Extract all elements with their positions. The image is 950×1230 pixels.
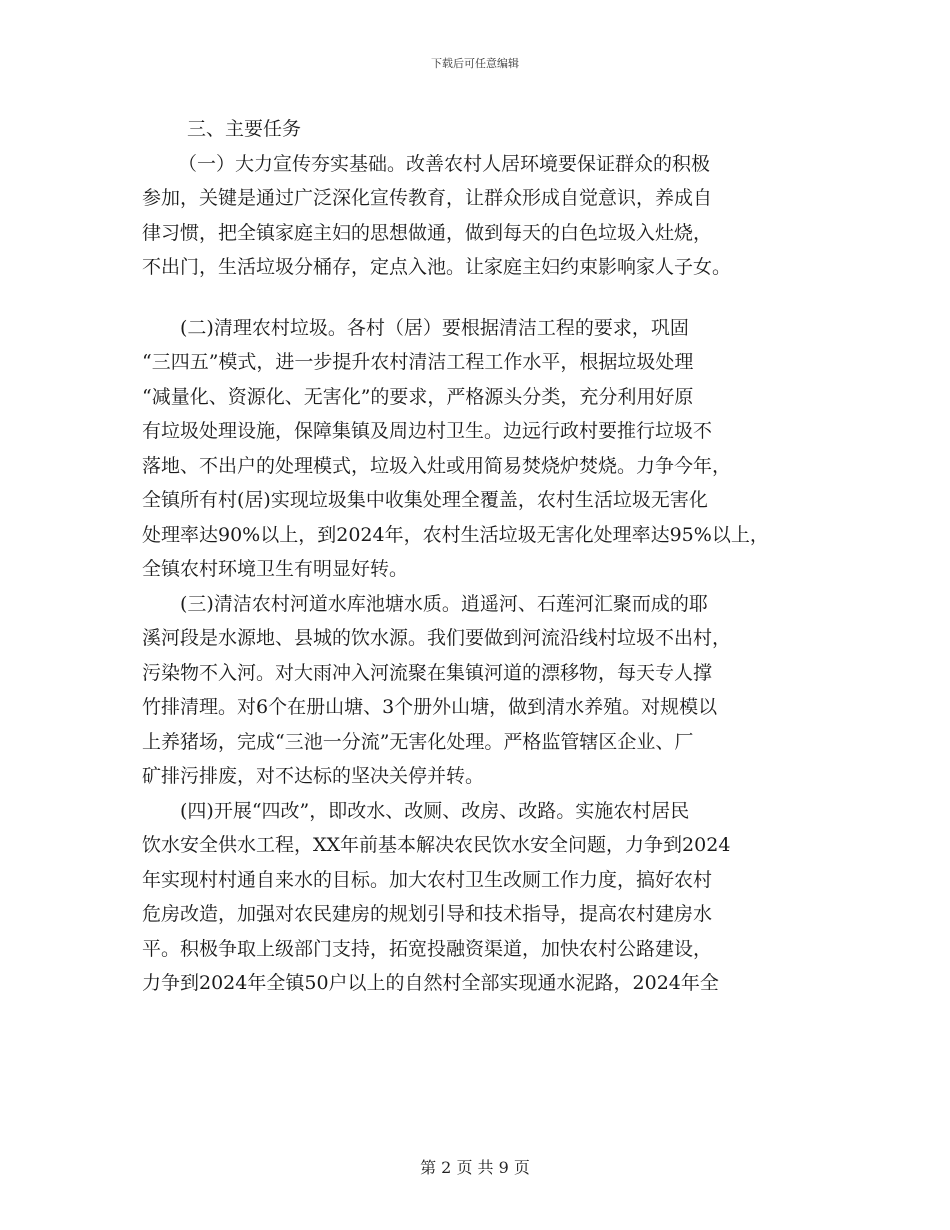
- text-line: 平。积极争取上级部门支持，拓宽投融资渠道，加快农村公路建设，: [142, 937, 713, 960]
- paragraph-4: [142, 794, 822, 1001]
- text-line: （一）大力宣传夯实基础。改善农村人居环境要保证群众的积极: [178, 152, 711, 175]
- text-line: 不出门，生活垃圾分桶存，定点入池。让家庭主妇约束影响家人子女。: [142, 256, 732, 278]
- text-line: “减量化、资源化、无害化”的要求，严格源头分类，充分利用好原: [142, 385, 694, 408]
- text-line: 落地、不出户的处理模式，垃圾入灶或用简易焚烧炉焚烧。力争今年，: [142, 454, 732, 477]
- text-line: 竹排清理。对6个在册山塘、3个册外山塘，做到清水养殖。对规模以: [142, 696, 718, 718]
- text-line: 矿排污排废，对不达标的坚决关停并转。: [142, 765, 485, 787]
- text-line: “三四五”模式，进一步提升农村清洁工程工作水平，根据垃圾处理: [142, 351, 694, 373]
- text-line: (二)清理农村垃圾。各村（居）要根据清洁工程的要求，巩固: [180, 316, 689, 339]
- text-line: 有垃圾处理设施，保障集镇及周边村卫生。边远行政村要推行垃圾不: [142, 420, 713, 442]
- text-line: 上养猪场，完成“三池一分流”无害化处理。严格监管辖区企业、厂: [142, 730, 694, 753]
- section-heading: 三、主要任务: [187, 118, 302, 140]
- page-number-footer: 第 2 页 共 9 页: [420, 1158, 530, 1177]
- text-line: 律习惯，把全镇家庭主妇的思想做通，做到每天的白色垃圾入灶烧，: [142, 221, 713, 244]
- text-line: 力争到2024年全镇50户以上的自然村全部实现通水泥路，2024年全: [142, 972, 719, 994]
- paragraph-gap: [142, 285, 822, 311]
- text-line: 处理率达90%以上，到2024年，农村生活垃圾无害化处理率达95%以上，: [142, 523, 769, 546]
- paragraph-2: [142, 311, 822, 587]
- text-line: 污染物不入河。对大雨冲入河流聚在集镇河道的漂移物，每天专人撑: [142, 661, 713, 684]
- text-line: 溪河段是水源地、县城的饮水源。我们要做到河流沿线村垃圾不出村，: [142, 627, 732, 649]
- text-line: 参加，关键是通过广泛深化宣传教育，让群众形成自觉意识，养成自: [142, 187, 713, 209]
- paragraph-3: [142, 587, 822, 794]
- paragraph-1: [142, 147, 822, 285]
- document-body: [142, 112, 822, 1001]
- text-line: (四)开展“四改”，即改水、改厕、改房、改路。实施农村居民: [180, 799, 690, 822]
- text-line: 全镇所有村(居)实现垃圾集中收集处理全覆盖，农村生活垃圾无害化: [142, 489, 708, 511]
- page-header: 下载后可任意编辑: [431, 57, 519, 70]
- text-line: 危房改造，加强对农民建房的规划引导和技术指导，提高农村建房水: [142, 903, 713, 925]
- text-line: (三)清洁农村河道水库池塘水质。逍遥河、石莲河汇聚而成的耶: [180, 592, 708, 615]
- text-line: 饮水安全供水工程，XX年前基本解决农民饮水安全问题，力争到2024: [142, 834, 731, 856]
- text-line: 全镇农村环境卫生有明显好转。: [142, 558, 409, 580]
- text-line: 年实现村村通自来水的目标。加大农村卫生改厕工作力度，搞好农村: [142, 868, 713, 891]
